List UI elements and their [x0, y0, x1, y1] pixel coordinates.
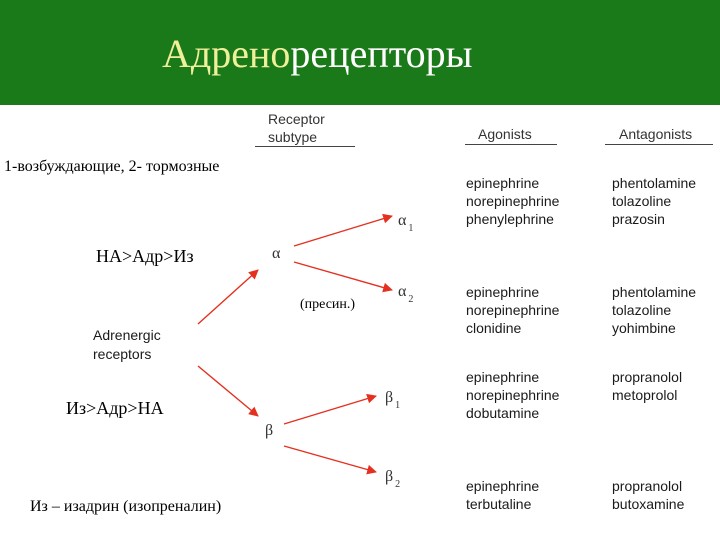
- subtype-beta2-symbol: β: [385, 468, 394, 485]
- title-part-highlight: Адрено: [162, 31, 291, 76]
- arrow-alpha-to-alpha1: [294, 216, 392, 246]
- arrow-root-to-beta: [198, 366, 258, 416]
- root-line2: receptors: [93, 346, 152, 362]
- antagonist-item: phentolamine: [612, 284, 697, 300]
- subtype-beta2-index: 2: [395, 479, 401, 490]
- root-line1: Adrenergic: [93, 327, 161, 343]
- agonist-item: norepinephrine: [466, 302, 560, 318]
- beta-node-symbol: β: [265, 422, 274, 439]
- header-receptor-line1: Receptor: [268, 111, 325, 127]
- arrow-beta-to-beta1: [284, 396, 376, 424]
- agonist-item: phenylephrine: [466, 211, 554, 227]
- title-part-rest: рецепторы: [290, 31, 473, 76]
- agonist-item: clonidine: [466, 320, 522, 336]
- note-izadrin: Из – изадрин (изопреналин): [30, 498, 222, 515]
- subtype-alpha1-index: 1: [408, 223, 414, 234]
- subtype-beta1-index: 1: [395, 400, 401, 411]
- agonist-item: epinephrine: [466, 478, 540, 494]
- antagonist-item: propranolol: [612, 478, 683, 494]
- subtype-alpha2-index: 2: [408, 294, 414, 305]
- header-agonists: Agonists: [478, 126, 532, 142]
- antagonist-item: phentolamine: [612, 175, 697, 191]
- agonist-item: norepinephrine: [466, 387, 560, 403]
- antagonist-item: prazosin: [612, 211, 665, 227]
- antagonist-item: propranolol: [612, 369, 683, 385]
- antagonist-item: butoxamine: [612, 496, 685, 512]
- antagonist-item: yohimbine: [612, 320, 676, 336]
- agonist-item: terbutaline: [466, 496, 532, 512]
- agonist-item: epinephrine: [466, 175, 540, 191]
- agonist-item: norepinephrine: [466, 193, 560, 209]
- note-presyn: (пресин.): [300, 297, 356, 312]
- antagonist-item: tolazoline: [612, 302, 672, 318]
- note-excit-inhib: 1-возбуждающие, 2- тормозные: [4, 158, 220, 175]
- arrow-root-to-alpha: [198, 270, 258, 324]
- agonist-item: epinephrine: [466, 369, 540, 385]
- subtype-beta1-symbol: β: [385, 389, 394, 406]
- antagonist-item: tolazoline: [612, 193, 672, 209]
- arrow-beta-to-beta2: [284, 446, 376, 472]
- antagonist-item: metoprolol: [612, 387, 678, 403]
- arrow-alpha-to-alpha2: [294, 262, 392, 290]
- alpha-node-symbol: α: [272, 245, 281, 262]
- subtype-alpha1-symbol: α: [398, 212, 407, 229]
- note-beta-order: Из>Адр>НА: [66, 398, 164, 418]
- subtype-alpha2-symbol: α: [398, 283, 407, 300]
- note-alpha-order: НА>Адр>Из: [96, 246, 194, 266]
- agonist-item: dobutamine: [466, 405, 540, 421]
- header-receptor-line2: subtype: [268, 129, 318, 145]
- agonist-item: epinephrine: [466, 284, 540, 300]
- header-antagonists: Antagonists: [619, 126, 693, 142]
